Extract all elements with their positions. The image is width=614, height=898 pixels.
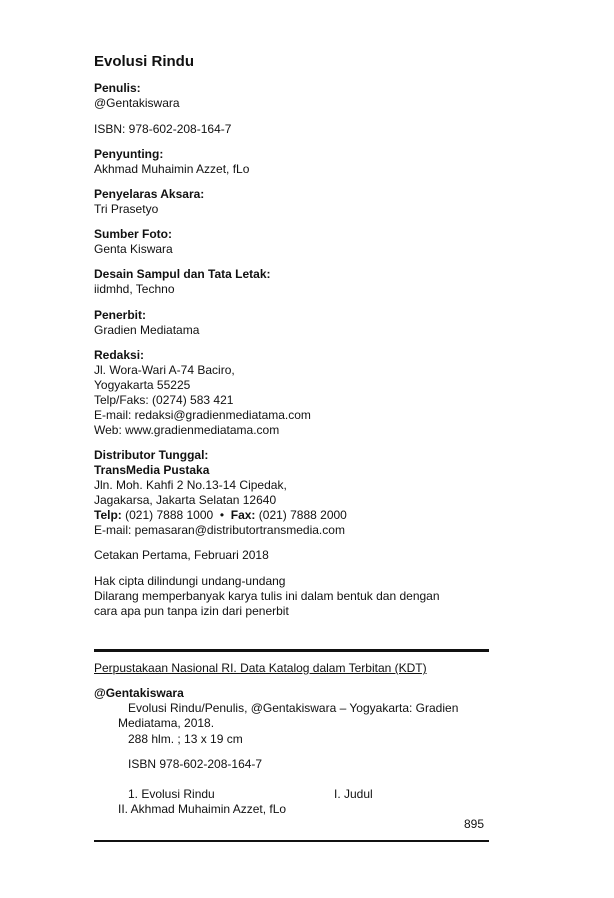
penyunting-value: Akhmad Muhaimin Azzet, fLo xyxy=(94,162,250,176)
penerbit-value: Gradien Mediatama xyxy=(94,323,200,337)
kdt-entry-2: II. Akhmad Muhaimin Azzet, fLo xyxy=(118,802,287,816)
penulis-block xyxy=(94,81,180,111)
penerbit-label: Penerbit: xyxy=(94,308,147,322)
redaksi-label: Redaksi: xyxy=(94,348,145,362)
redaksi-phone: Telp/Faks: (0274) 583 421 xyxy=(94,393,234,407)
bottom-rule xyxy=(94,840,489,842)
penerbit-block xyxy=(94,308,199,338)
redaksi-email: E-mail: redaksi@gradienmediatama.com xyxy=(94,408,311,422)
isbn-line: ISBN: 978-602-208-164-7 xyxy=(94,122,232,136)
distributor-phone-fax xyxy=(94,508,347,523)
book-title: Evolusi Rindu xyxy=(94,53,195,70)
redaksi-city: Yogyakarta 55225 xyxy=(94,378,191,392)
telp-value: (021) 7888 1000 xyxy=(125,508,214,522)
desain-label: Desain Sampul dan Tata Letak: xyxy=(94,267,271,281)
page-number: 895 xyxy=(464,817,485,831)
hak-cipta-line-2: Dilarang memperbanyak karya tulis ini dalam bentuk dan dengan xyxy=(94,589,440,603)
cetakan-line: Cetakan Pertama, Februari 2018 xyxy=(94,548,269,562)
bullet-separator: • xyxy=(219,508,225,522)
kdt-entry-1: 1. Evolusi Rindu xyxy=(128,787,215,801)
kdt-desc-3: 288 hlm. ; 13 x 19 cm xyxy=(128,732,243,746)
top-rule xyxy=(94,649,489,652)
penulis-value: @Gentakiswara xyxy=(94,96,180,110)
redaksi-block xyxy=(94,348,311,438)
desain-block xyxy=(94,267,271,297)
fax-label: Fax: xyxy=(230,508,256,522)
penyunting-block xyxy=(94,147,249,177)
fax-value: (021) 7888 2000 xyxy=(258,508,347,522)
sumber-foto-block xyxy=(94,227,173,257)
distributor-label: Distributor Tunggal: xyxy=(94,448,209,462)
penyelaras-block xyxy=(94,187,204,217)
kdt-title: Perpustakaan Nasional RI. Data Katalog dalam Terbitan (KDT) xyxy=(94,661,427,675)
hak-cipta-line-1: Hak cipta dilindungi undang-undang xyxy=(94,574,286,588)
kdt-desc-1: Evolusi Rindu/Penulis, @Gentakiswara – Yogyakarta: Gradien xyxy=(128,701,459,715)
kdt-isbn: ISBN 978-602-208-164-7 xyxy=(128,757,263,771)
penulis-label: Penulis: xyxy=(94,81,141,95)
distributor-block xyxy=(94,448,347,538)
penyunting-label: Penyunting: xyxy=(94,147,164,161)
desain-value: iidmhd, Techno xyxy=(94,282,175,296)
penyelaras-value: Tri Prasetyo xyxy=(94,202,159,216)
sumber-foto-value: Genta Kiswara xyxy=(94,242,173,256)
telp-label: Telp: xyxy=(94,508,122,522)
redaksi-web: Web: www.gradienmediatama.com xyxy=(94,423,280,437)
kdt-author: @Gentakiswara xyxy=(94,686,184,700)
kdt-desc-2: Mediatama, 2018. xyxy=(118,716,215,730)
hak-cipta-block xyxy=(94,574,440,619)
distributor-email: E-mail: pemasaran@distributortransmedia.com xyxy=(94,523,345,537)
distributor-city: Jagakarsa, Jakarta Selatan 12640 xyxy=(94,493,277,507)
sumber-foto-label: Sumber Foto: xyxy=(94,227,172,241)
penyelaras-label: Penyelaras Aksara: xyxy=(94,187,205,201)
redaksi-address: Jl. Wora-Wari A-74 Baciro, xyxy=(94,363,235,377)
kdt-entry-judul: I. Judul xyxy=(334,787,373,801)
distributor-name: TransMedia Pustaka xyxy=(94,463,210,477)
distributor-address: Jln. Moh. Kahfi 2 No.13-14 Cipedak, xyxy=(94,478,287,492)
hak-cipta-line-3: cara apa pun tanpa izin dari penerbit xyxy=(94,604,289,618)
